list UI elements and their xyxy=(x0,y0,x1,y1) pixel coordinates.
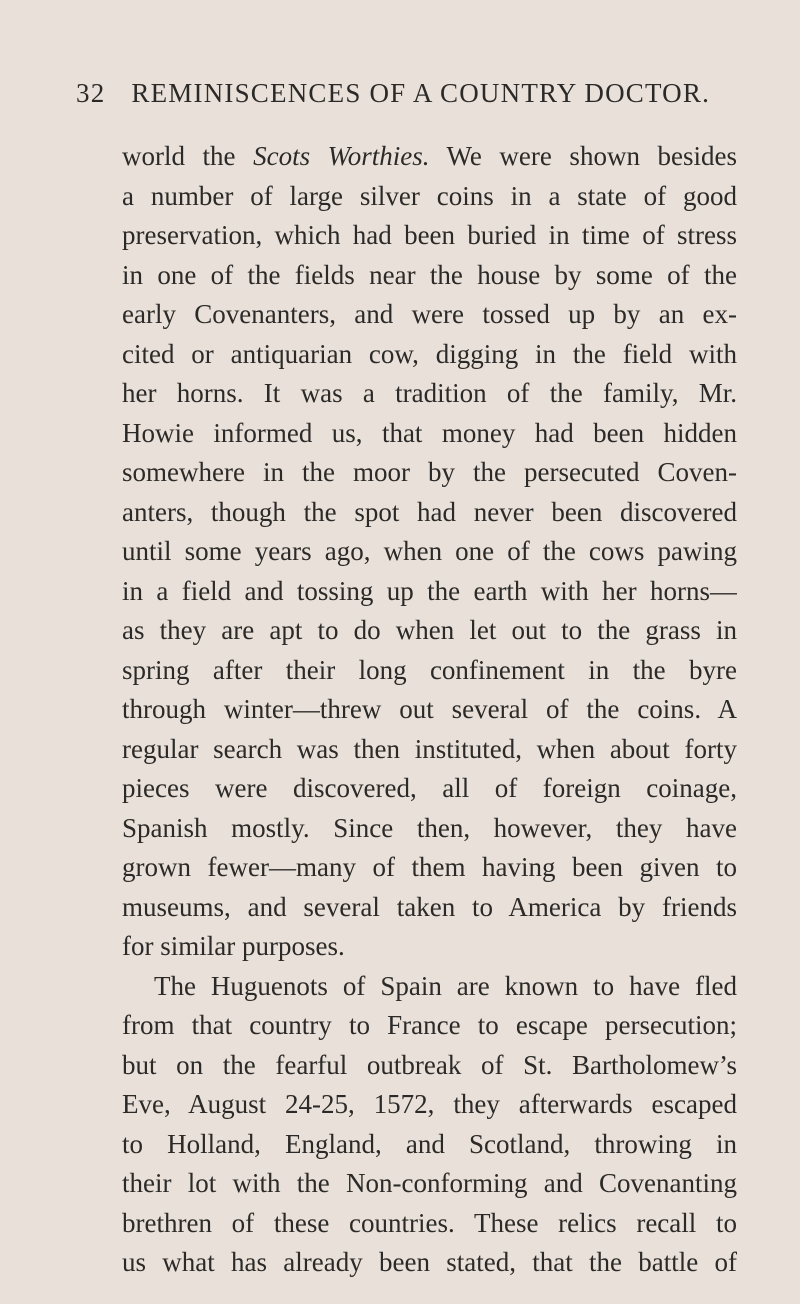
text-line: spring after their long confinement in the byre xyxy=(122,654,737,685)
text-line: their lot with the Non-conforming and Covenanting xyxy=(122,1168,737,1198)
text-line: Eve, August 24-25, 1572, they afterwards escaped xyxy=(122,1089,737,1119)
text-line: until some years ago, when one of the cows pawing xyxy=(122,536,737,566)
text-line: preservation, which had been buried in time of stress xyxy=(122,220,737,250)
text-line: pieces were discovered, all of foreign coinage, xyxy=(122,773,737,803)
running-header xyxy=(76,78,736,118)
page-number: 32 xyxy=(76,78,106,108)
text-line: in one of the fields near the house by some of the xyxy=(122,259,737,290)
running-title: REMINISCENCES OF A COUNTRY DOCTOR. xyxy=(131,78,711,108)
text-line: museums, and several taken to America by friends xyxy=(122,891,737,922)
text-line: as they are apt to do when let out to the grass in xyxy=(122,615,737,645)
paragraph-start-line: The Huguenots of Spain are known to have fled xyxy=(154,970,737,1001)
text-line: in a field and tossing up the earth with her horns— xyxy=(122,575,737,606)
text-line: regular search was then instituted, when about forty xyxy=(122,733,737,764)
body-text xyxy=(122,137,737,1283)
text-line: anters, though the spot had never been discovered xyxy=(122,496,737,527)
text-line: her horns. It was a tradition of the family, Mr. xyxy=(122,378,737,408)
text-line: us what has already been stated, that the battle of xyxy=(122,1247,737,1277)
paragraph-end-line: for similar purposes. xyxy=(122,931,345,961)
text-line: brethren of these countries. These relics recall to xyxy=(122,1207,737,1238)
text-line: through winter—threw out several of the coins. A xyxy=(122,694,737,724)
text-line: Spanish mostly. Since then, however, they have xyxy=(122,812,737,843)
italic-title: Scots Worthies. xyxy=(253,141,430,171)
text-line: but on the fearful outbreak of St. Bartholomew’s xyxy=(122,1049,737,1080)
text-line: to Holland, England, and Scotland, throwing in xyxy=(122,1128,737,1159)
text-line: Howie informed us, that money had been hidden xyxy=(122,417,737,448)
text-line: a number of large silver coins in a state of good xyxy=(122,180,737,211)
text-line: early Covenanters, and were tossed up by an ex- xyxy=(122,299,737,329)
text-line: from that country to France to escape persecution; xyxy=(122,1010,737,1040)
text-line: cited or antiquarian cow, digging in the field with xyxy=(122,338,737,369)
text-line: somewhere in the moor by the persecuted Coven- xyxy=(122,457,737,487)
text-line: world the Scots Worthies. We were shown besides xyxy=(122,141,737,171)
text-line: grown fewer—many of them having been given to xyxy=(122,852,737,882)
